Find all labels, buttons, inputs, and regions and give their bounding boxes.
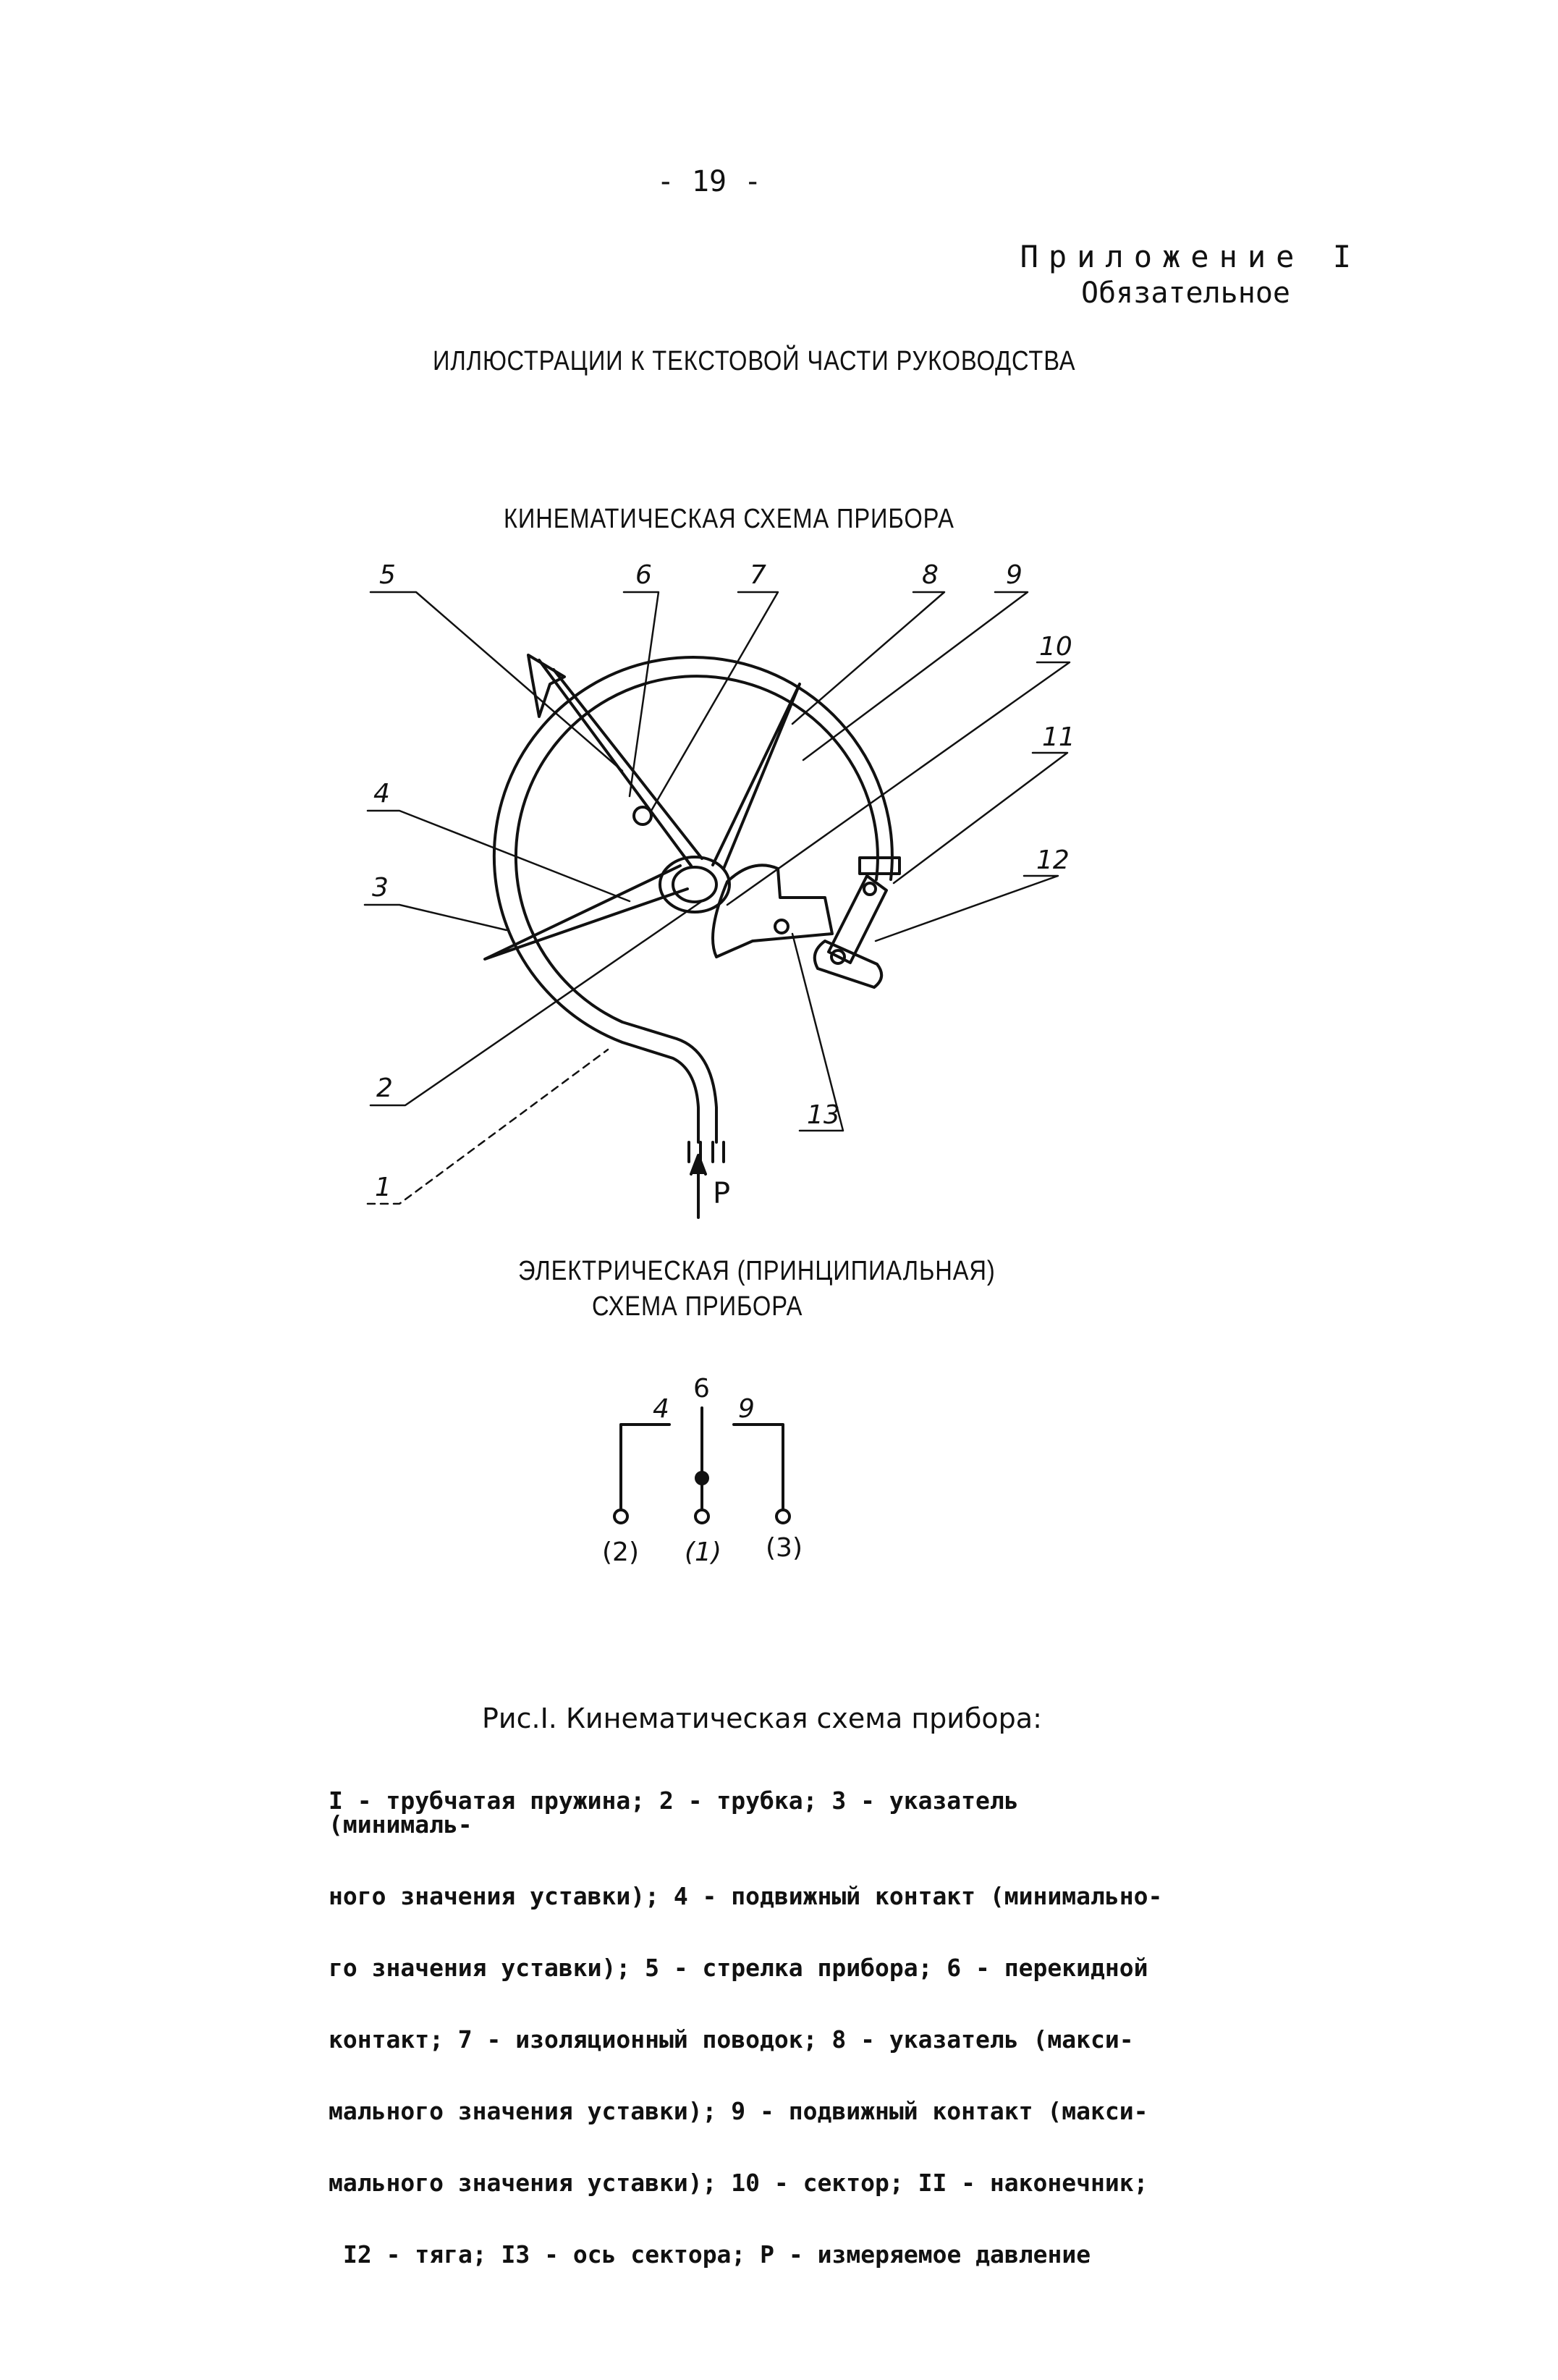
caption-line: I - трубчатая пружина; 2 - трубка; 3 - указатель (минималь-	[329, 1786, 1033, 1839]
insulation-lead	[634, 807, 651, 824]
label-5: 5	[379, 560, 396, 590]
hub-inner	[673, 867, 716, 902]
electric-title-line1: ЭЛЕКТРИЧЕСКАЯ (ПРИНЦИПИАЛЬНАЯ)	[518, 1256, 996, 1286]
schematic-label-4: 4	[653, 1394, 669, 1424]
sector-axis	[775, 920, 788, 933]
pressure-label: P	[713, 1177, 731, 1210]
caption-line: ного значения уставки); 4 - подвижный контакт (минимально-	[329, 1882, 1163, 1910]
label-2: 2	[376, 1073, 393, 1103]
needle-pointer	[539, 660, 702, 866]
schematic-label-6: 6	[693, 1374, 710, 1404]
caption-body	[329, 1741, 1168, 2290]
caption-title: Рис.I. Кинематическая схема прибора:	[482, 1702, 1042, 1734]
label-6: 6	[635, 560, 652, 590]
electric-title-line2: СХЕМА ПРИБОРА	[592, 1291, 803, 1322]
label-9: 9	[1006, 560, 1023, 590]
main-title: ИЛЛЮСТРАЦИИ К ТЕКСТОВОЙ ЧАСТИ РУКОВОДСТВА	[433, 346, 1076, 376]
bourdon-tube-inner	[516, 676, 878, 1142]
caption-line: I2 - тяга; I3 - ось сектора; P - измеряемое давление	[343, 2240, 1091, 2269]
rod-pin	[864, 883, 876, 895]
bourdon-tube	[494, 657, 892, 1142]
schematic-label-9: 9	[738, 1394, 755, 1424]
label-8: 8	[922, 560, 939, 590]
label-13: 13	[807, 1100, 840, 1130]
label-12: 12	[1036, 845, 1070, 875]
arrow-head-icon	[691, 1155, 706, 1174]
label-4: 4	[373, 779, 390, 809]
caption-line: мального значения уставки); 9 - подвижный контакт (макси-	[329, 2097, 1148, 2125]
min-pointer	[485, 866, 687, 959]
caption-line: мального значения уставки); 10 - сектор; II - наконечник;	[329, 2169, 1148, 2197]
max-pointer	[713, 684, 800, 869]
label-10: 10	[1039, 632, 1072, 662]
electric-schematic	[614, 1408, 789, 1523]
caption-line: го значения уставки); 5 - стрелка прибора; 6 - перекидной	[329, 1954, 1148, 1982]
page-number: - 19 -	[656, 165, 762, 198]
caption-line: контакт; 7 - изоляционный поводок; 8 - указатель (макси-	[329, 2025, 1134, 2054]
kinematic-title: КИНЕМАТИЧЕСКАЯ СХЕМА ПРИБОРА	[504, 504, 954, 534]
tube-end	[689, 1142, 724, 1162]
label-3: 3	[372, 873, 389, 903]
slot-link	[815, 941, 881, 987]
label-11: 11	[1042, 722, 1075, 752]
label-7: 7	[750, 560, 766, 590]
terminal-1: (1)	[685, 1537, 721, 1567]
terminal-3: (3)	[766, 1533, 803, 1563]
appendix-label: Приложение I	[1020, 239, 1361, 274]
label-1: 1	[375, 1173, 391, 1202]
terminal-2: (2)	[602, 1537, 639, 1567]
mandatory-label: Обязательное	[1081, 277, 1290, 310]
sector	[713, 865, 832, 957]
